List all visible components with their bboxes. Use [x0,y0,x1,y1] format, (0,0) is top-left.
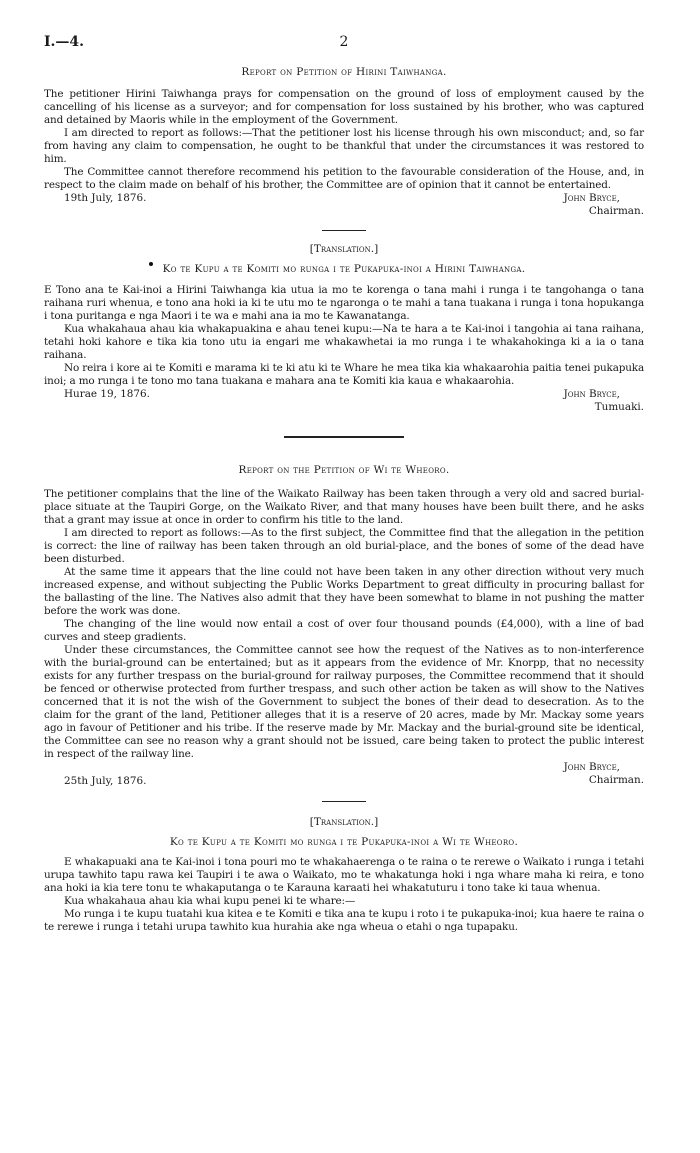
signatory-role: Tumuaki. [594,401,644,413]
document-page [44,30,644,934]
paragraph: I am directed to report as follows:—As to the first subject, the Committee find that the allegation in the petition is correct: the line of railway has been taken through an old burial-place, and the bones of some of the dead have been disturbed. [44,527,644,565]
signatory-name: John Bryce, [563,761,620,773]
paragraph: Mo runga i te kupu tuatahi kua kitea e te Komiti e tika ana te kupu i roto i te pukapuka-inoi; kua haere te raina o te rerewe i runga i tetahi urupa tawhito kua hurahia ake nga wheua o etahi o nga tupapaku. [44,908,644,933]
paragraph: E whakapuaki ana te Kai-inoi i tona pouri mo te whakahaerenga o te raina o te rerewe o Waikato i runga i tetahi urupa tawhito tapu rawa kei Taupiri i te awa o Waikato, mo te whakatunga hoki i nga whare maha ki reira, e tono ana hoki ia kia tere tonu te whakaputanga o te Karauna karaati hei whakatuturu i tono take ki taua whenua. [44,856,644,894]
paragraph: I am directed to report as follows:—That the petitioner lost his license through his own misconduct; and, so far from having any claim to compensation, he ought to be thankful that under the circumstances it was restored to him. [44,127,644,165]
paragraph: The petitioner Hirini Taiwhanga prays for compensation on the ground of loss of employment caused by the cancelling of his license as a surveyor; and for compensation for loss sustained by his brother, who was captured and detained by Maoris while in the employment of the Government. [44,88,644,126]
page-number: 2 [339,34,349,50]
paragraph: The Committee cannot therefore recommend his petition to the favourable consideration of the House, and, in respect to the claim made on behalf of his brother, the Committee are of opinion that it cannot be entertained. [44,166,644,191]
paragraph: The changing of the line would now entail a cost of over four thousand pounds (£4,000), with a line of bad curves and steep gradients. [44,618,644,643]
paragraph: Kua whakahaua ahau kia whakapuakina e ahau tenei kupu:—Na te hara a te Kai-inoi i tangohia ai tana raihana, tetahi hoki kahore e tika kia tono utu ia engari me whakawhetai ia mo runga i te whakahokinga ki a ia o tana raihana. [44,323,644,361]
report-date: Hurae 19, 1876. [64,388,150,400]
paragraph: At the same time it appears that the line could not have been taken in any other direction without very much increased expense, and without subjecting the Public Works Department to great difficulty in procuring ballast for the ballasting of the line. The Natives also admit that they have been somewhat to blame in not pushing the matter before the work was done. [44,566,644,617]
report-wi-te-wheoro [44,464,644,791]
report-hirini-taiwhanga [44,66,644,220]
paragraph: Under these circumstances, the Committee cannot see how the request of the Natives as to non-interference with the burial-ground can be entertained; but as it appears from the evidence of Mr. Knorpp, that no necessity exists for any further trespass on the burial-ground for railway purposes, the Committee recommend that it should be fenced or otherwise protected from further trespass, and such other action be taken as will show to the Natives concerned that it is not the wish of the Government to subject the bones of their dead to desecration. As to the claim for the grant of the land, Petitioner alleges that it is a reserve of 20 acres, made by Mr. Mackay some years ago in favour of Petitioner and his tribe. If the reserve made by Mr. Mackay and the burial-ground site be identical, the Committee can see no reason why a grant should not be issued, care being taken to protect the public interest in respect of the railway line. [44,644,644,760]
signatory-role: Chairman. [588,774,644,786]
translation-hirini-taiwhanga [44,243,644,416]
document-reference: I.—4. [44,34,85,50]
translation-title: Ko te Kupu a te Komiti mo runga i te Pukapuka-inoi a Wi te Wheoro. [169,836,519,848]
report-date: 19th July, 1876. [64,192,147,204]
translation-wi-te-wheoro [44,816,644,934]
report-title: Report on the Petition of Wi te Wheoro. [238,464,450,476]
signature-block [44,388,644,416]
report-title: Report on Petition of Hirini Taiwhanga. [241,66,447,78]
translation-title: Ko te Kupu a te Komiti mo runga i te Pukapuka-inoi a Hirini Taiwhanga. [162,263,526,275]
running-header [44,30,644,56]
signature-block [44,761,644,791]
signature-block [44,192,644,220]
signatory-name: John Bryce, [563,388,620,400]
paragraph: The petitioner complains that the line of the Waikato Railway has been taken through a very old and sacred burial-place situate at the Taupiri Gorge, on the Waikato River, and that many houses have been built there, and he asks that a grant may issue at once in order to confirm his title to the land. [44,488,644,526]
signatory-role: Chairman. [588,205,644,217]
report-date: 25th July, 1876. [64,775,147,787]
paragraph: Kua whakahaua ahau kia whai kupu penei ki te whare:— [64,895,356,907]
translation-label: [Translation.] [309,816,379,828]
translation-label: [Translation.] [309,243,379,255]
paragraph: No reira i kore ai te Komiti e marama ki te ki atu ki te Whare he mea tika kia whakaarohia paitia tenei pukapuka inoi; a mo runga i te tono mo tana tuakana e mahara ana te Komiti kia kaua e whakaarohia. [44,362,644,387]
signatory-name: John Bryce, [563,192,620,204]
print-speck [149,262,153,266]
paragraph: E Tono ana te Kai-inoi a Hirini Taiwhanga kia utua ia mo te korenga o tana mahi i runga i te tangohanga o tana raihana ruri whenua, e tono ana hoki ia ki te utu mo te ngaronga o te mahi a tana tuakana i runga i tona hopukanga i tona puritanga e nga Maori i te wa e mahi ana ia mo te Kawanatanga. [44,284,644,322]
